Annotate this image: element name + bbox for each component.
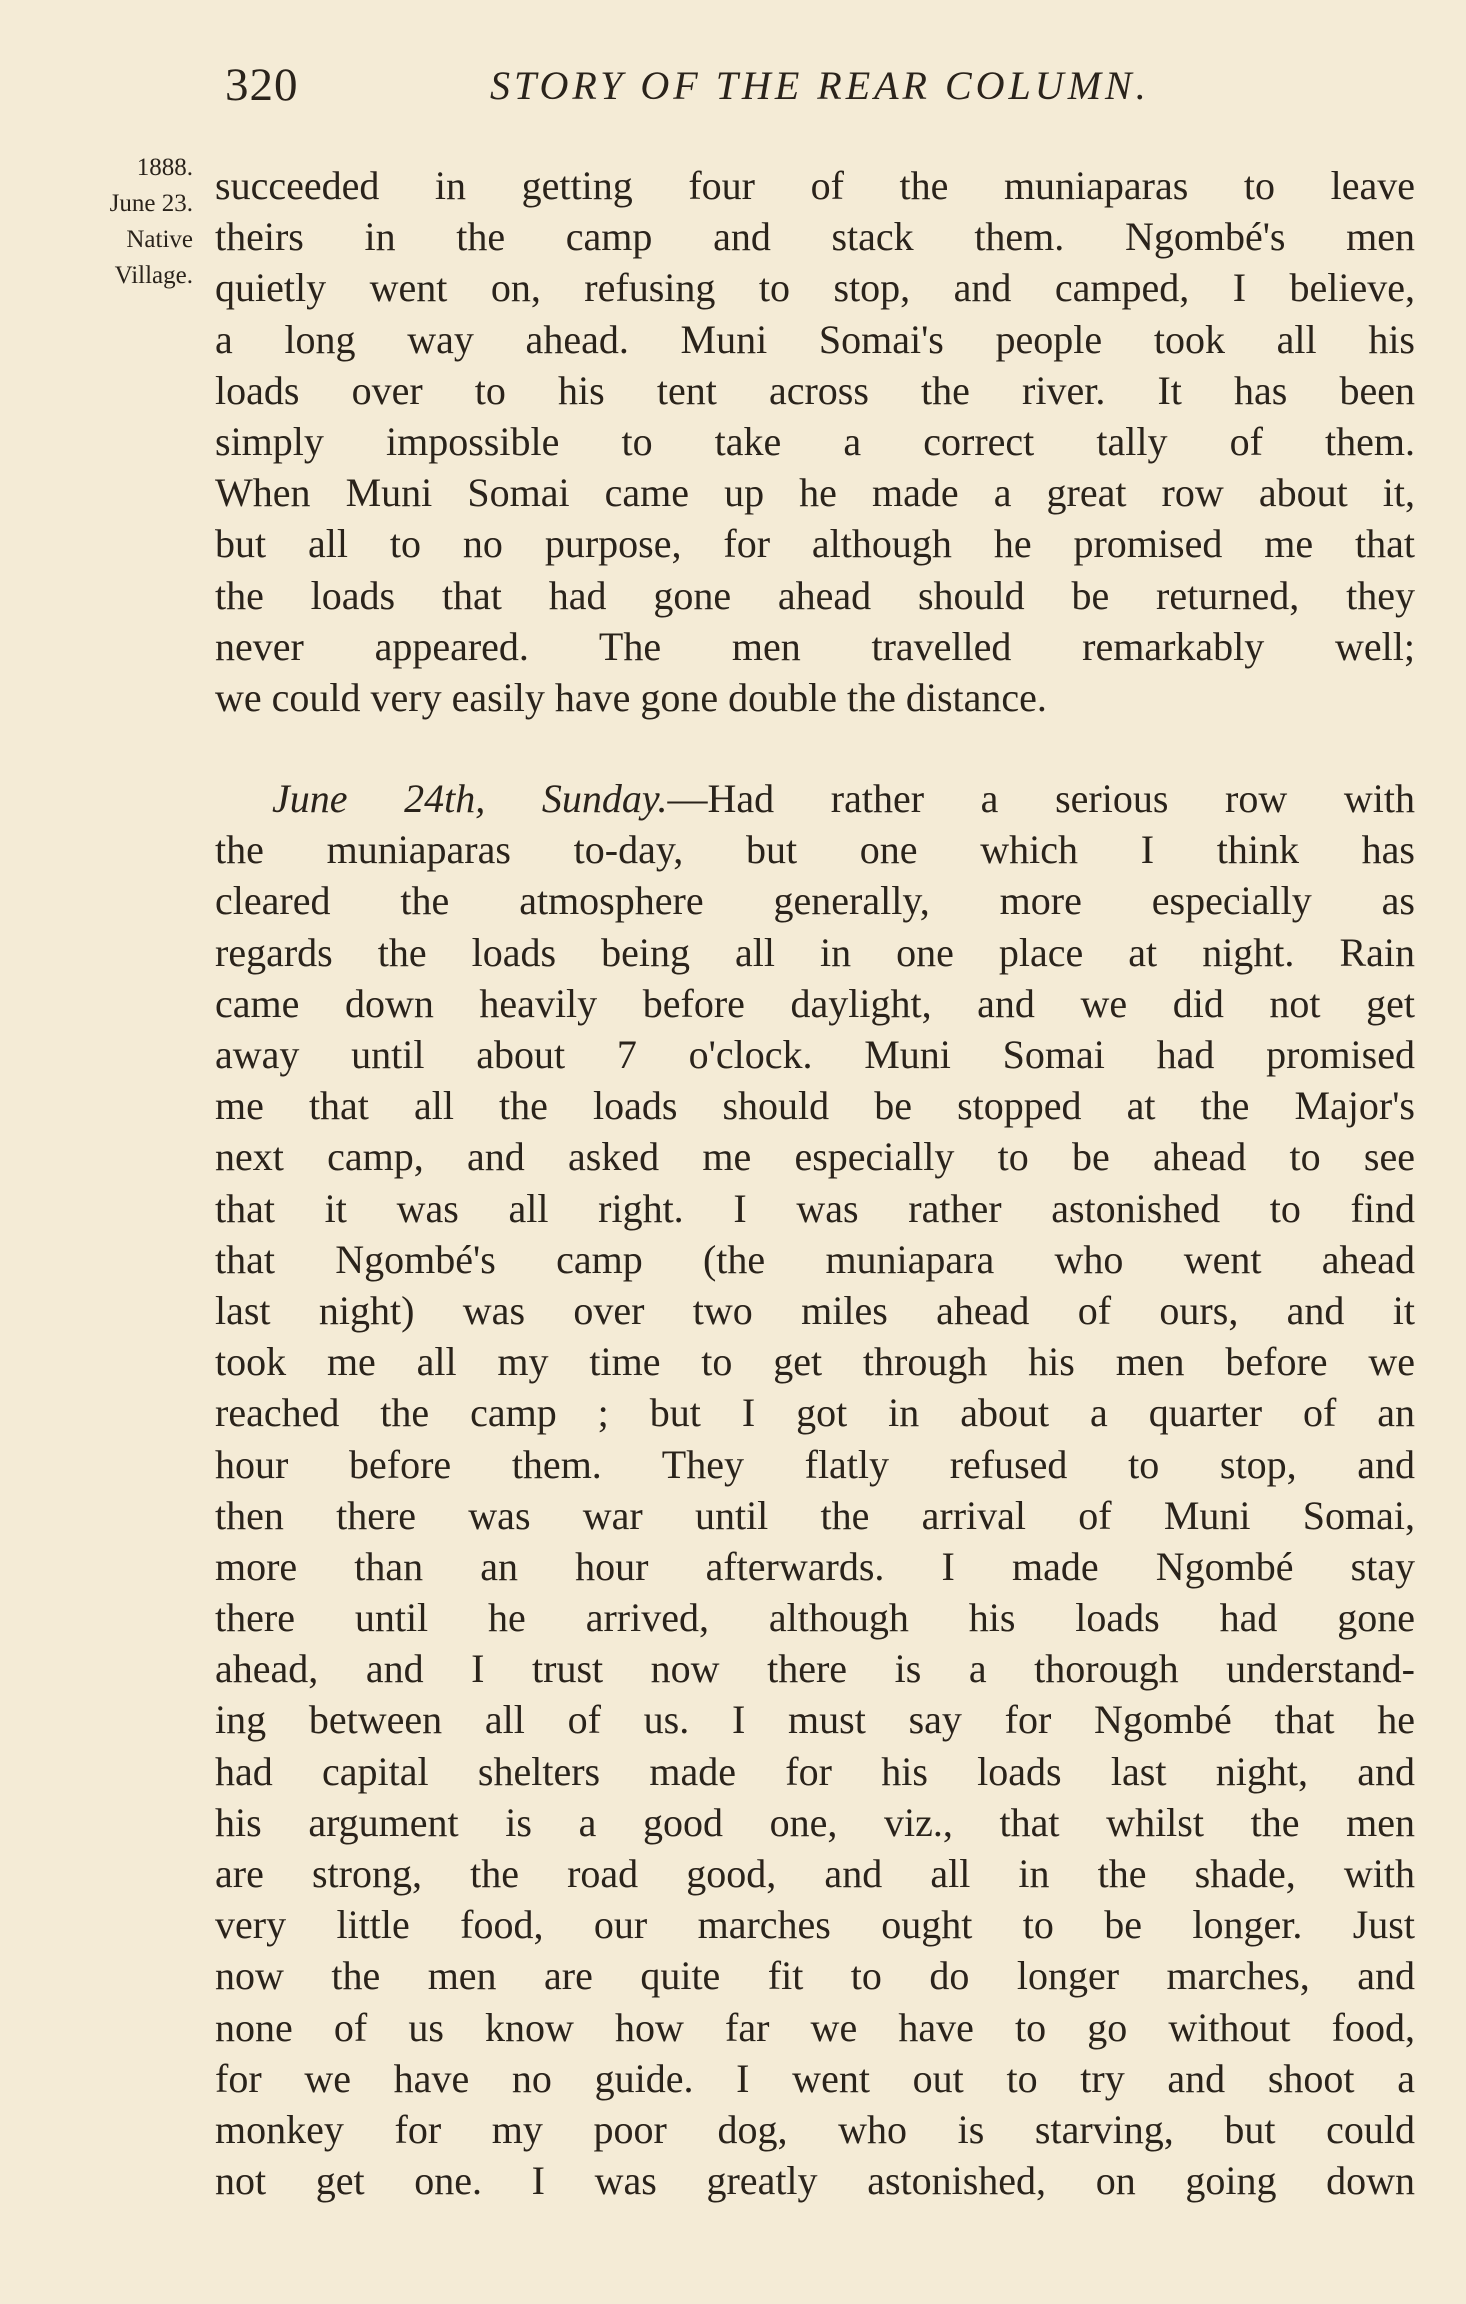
margin-note-line: June 23. bbox=[109, 190, 193, 217]
text-line: not get one. I was greatly astonished, on going down bbox=[215, 2158, 1415, 2204]
text-line: next camp, and asked me especially to be ahead to see bbox=[215, 1134, 1415, 1180]
margin-note bbox=[28, 150, 193, 294]
text-line: monkey for my poor dog, who is starving, but could bbox=[215, 2106, 1415, 2152]
running-title: STORY OF THE REAR COLUMN. bbox=[490, 63, 1150, 108]
text-line: are strong, the road good, and all in the shade, with bbox=[215, 1851, 1415, 1896]
text-line: quietly went on, refusing to stop, and camped, I believe, bbox=[215, 265, 1415, 311]
text-line: regards the loads being all in one place at night. Rain bbox=[215, 929, 1415, 975]
text-line: that Ngombé's camp (the muniapara who went ahead bbox=[215, 1236, 1415, 1282]
text-line: that it was all right. I was rather astonished to find bbox=[215, 1185, 1415, 1231]
text-line-first bbox=[215, 773, 1415, 824]
text-line: loads over to his tent across the river. It has been bbox=[215, 367, 1415, 413]
text-line: now the men are quite fit to do longer marches, and bbox=[215, 1953, 1415, 1999]
text-line: came down heavily before daylight, and we did not get bbox=[215, 980, 1415, 1026]
text-line: theirs in the camp and stack them. Ngombé's men bbox=[215, 214, 1415, 260]
text-line: none of us know how far we have to go without food, bbox=[215, 2004, 1415, 2050]
text-line: cleared the atmosphere generally, more especially as bbox=[215, 878, 1415, 924]
paragraph-1 bbox=[215, 160, 1415, 723]
paragraph-gap bbox=[215, 723, 1415, 773]
date-heading: June 24th, Sunday. bbox=[272, 776, 668, 822]
text-line: but all to no purpose, for although he promised me that bbox=[215, 521, 1415, 567]
text-line: When Muni Somai came up he made a great row about it, bbox=[215, 470, 1415, 516]
text-line: we could very easily have gone double the distance. bbox=[215, 674, 1047, 720]
text-line: hour before them. They flatly refused to stop, and bbox=[215, 1441, 1415, 1487]
text-line: more than an hour afterwards. I made Ngombé stay bbox=[215, 1543, 1415, 1589]
first-line-text: —Had rather a serious row with bbox=[667, 776, 1416, 822]
text-line: the loads that had gone ahead should be returned, they bbox=[215, 572, 1415, 618]
text-line: there until he arrived, although his loads had gone bbox=[215, 1595, 1415, 1641]
margin-note-line: Native bbox=[126, 226, 193, 253]
text-line: me that all the loads should be stopped at the Major's bbox=[215, 1083, 1415, 1129]
text-line: ing between all of us. I must say for Ngombé that he bbox=[215, 1697, 1415, 1743]
page-header bbox=[225, 58, 1415, 118]
text-line: simply impossible to take a correct tally of them. bbox=[215, 418, 1415, 464]
body-text bbox=[215, 160, 1415, 2206]
text-line: never appeared. The men travelled remarkably well; bbox=[215, 623, 1415, 669]
text-line: the muniaparas to-day, but one which I think has bbox=[215, 827, 1415, 873]
text-line: away until about 7 o'clock. Muni Somai had promised bbox=[215, 1032, 1415, 1077]
text-line: a long way ahead. Muni Somai's people took all his bbox=[215, 316, 1415, 362]
text-line: took me all my time to get through his men before we bbox=[215, 1339, 1415, 1385]
text-line: succeeded in getting four of the muniaparas to leave bbox=[215, 163, 1415, 208]
text-line: last night) was over two miles ahead of ours, and it bbox=[215, 1287, 1415, 1333]
text-line: reached the camp ; but I got in about a quarter of an bbox=[215, 1390, 1415, 1436]
page-number: 320 bbox=[225, 59, 299, 111]
margin-note-line: 1888. bbox=[136, 154, 193, 181]
text-line: ahead, and I trust now there is a thorough understand- bbox=[215, 1646, 1415, 1692]
text-line: for we have no guide. I went out to try and shoot a bbox=[215, 2055, 1415, 2101]
text-line: then there was war until the arrival of Muni Somai, bbox=[215, 1492, 1415, 1538]
text-line: his argument is a good one, viz., that whilst the men bbox=[215, 1799, 1415, 1845]
text-line: very little food, our marches ought to be longer. Just bbox=[215, 1902, 1415, 1948]
margin-note-line: Village. bbox=[114, 262, 193, 289]
paragraph-2 bbox=[215, 773, 1415, 2206]
text-line: had capital shelters made for his loads last night, and bbox=[215, 1748, 1415, 1794]
